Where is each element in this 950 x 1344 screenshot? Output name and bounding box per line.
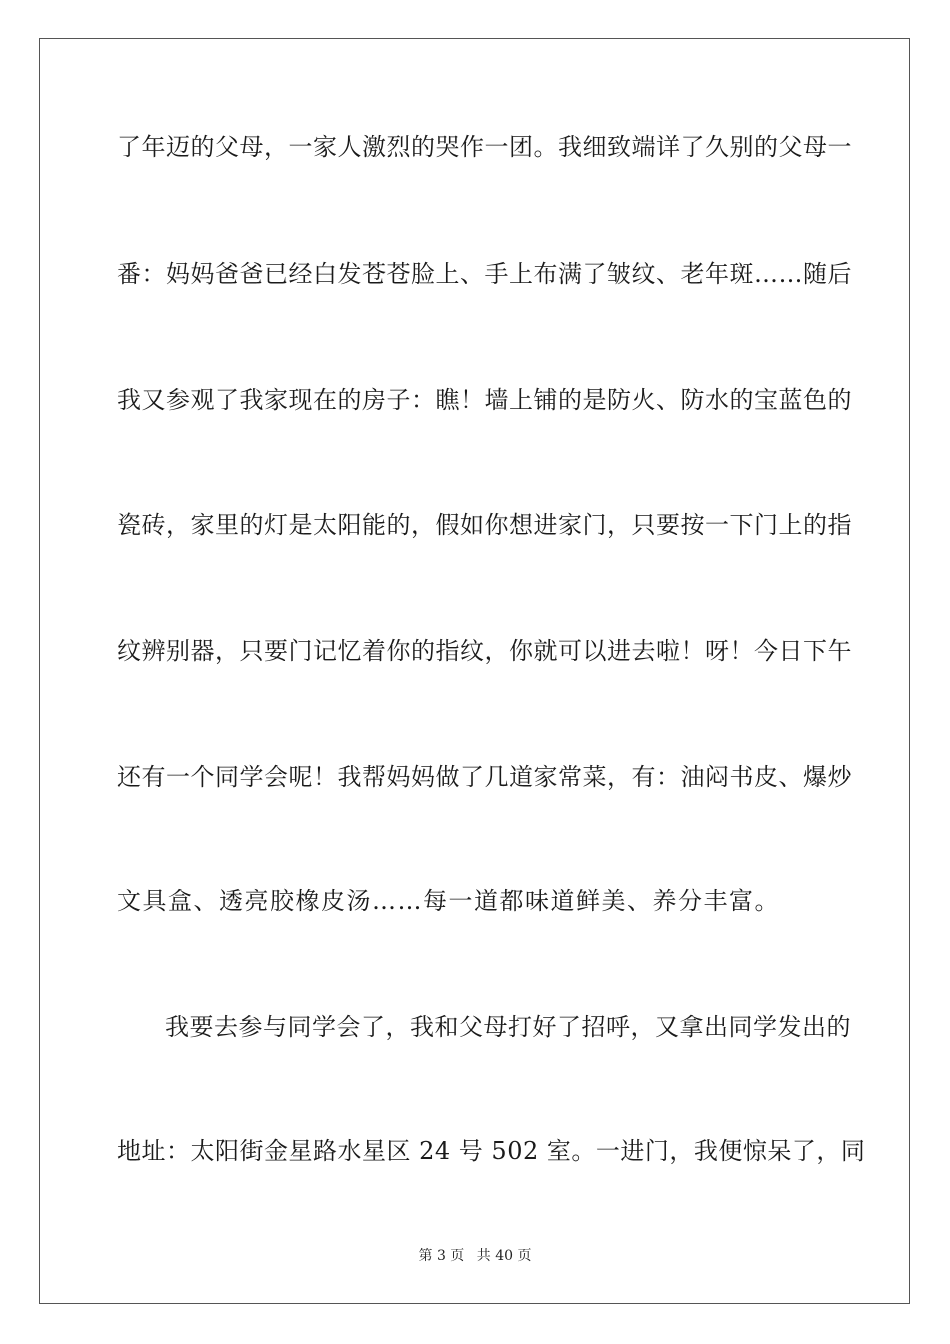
page-number: 第 3 页 (418, 1248, 465, 1264)
page-total: 共 40 页 (476, 1248, 532, 1264)
paragraph-line-6: 还有一个同学会呢！我帮妈妈做了几道家常菜，有：油闷书皮、爆炒 (117, 763, 852, 791)
page-footer (0, 1247, 950, 1265)
paragraph-line-3: 我又参观了我家现在的房子：瞧！墙上铺的是防火、防水的宝蓝色的 (117, 386, 852, 414)
page-frame (39, 38, 910, 1304)
paragraph-line-7: 文具盒、透亮胶橡皮汤……每一道都味道鲜美、养分丰富。 (117, 887, 780, 915)
paragraph-line-9: 地址：太阳街金星路水星区 24 号 502 室。一进门，我便惊呆了，同 (117, 1137, 866, 1165)
paragraph-line-4: 瓷砖，家里的灯是太阳能的，假如你想进家门，只要按一下门上的指 (117, 511, 852, 539)
paragraph-line-2: 番：妈妈爸爸已经白发苍苍脸上、手上布满了皱纹、老年斑……随后 (117, 260, 852, 288)
paragraph-line-5: 纹辨别器，只要门记忆着你的指纹，你就可以进去啦！呀！今日下午 (117, 637, 852, 665)
paragraph-line-1: 了年迈的父母，一家人激烈的哭作一团。我细致端详了久别的父母一 (117, 133, 852, 161)
paragraph-line-8: 我要去参与同学会了，我和父母打好了招呼，又拿出同学发出的 (165, 1013, 851, 1041)
